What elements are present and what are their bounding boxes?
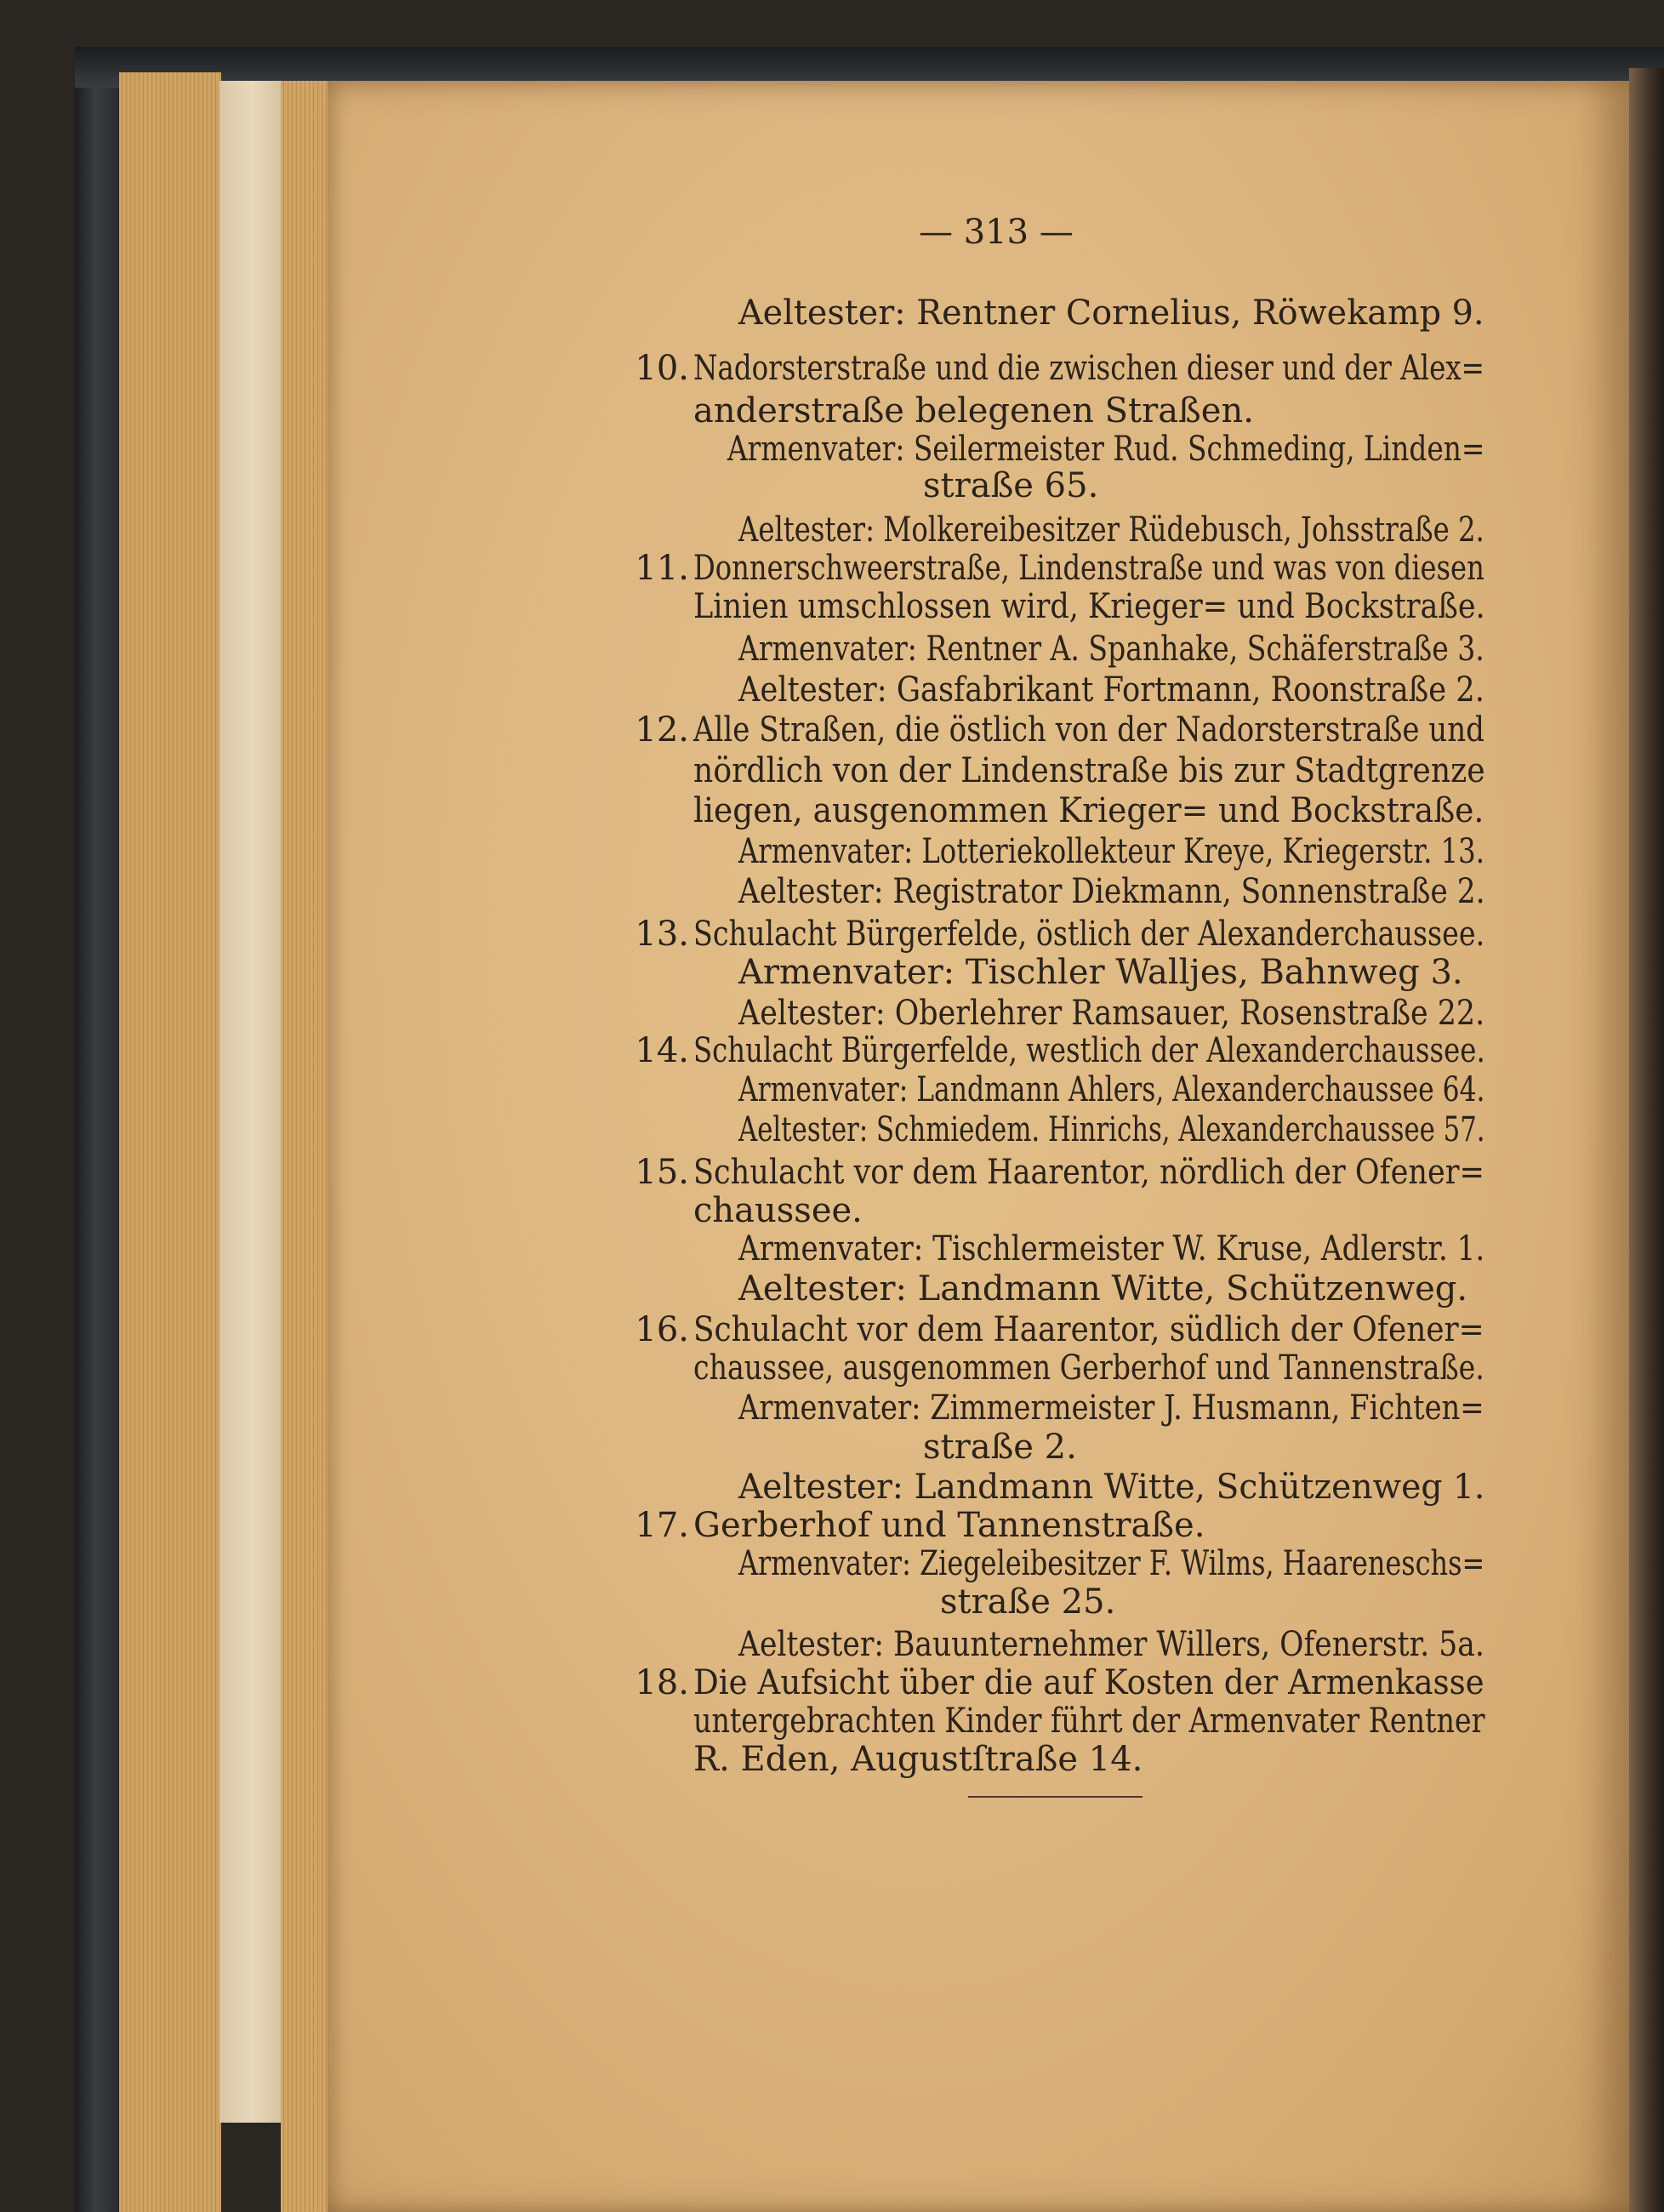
text-line: Die Aufsicht über die auf Kosten der Armenkasse [693, 1663, 1484, 1702]
entry-number: 16. [635, 1310, 689, 1349]
text-line: Armenvater: Lotteriekollekteur Kreye, Kriegerstr. 13. [738, 832, 1484, 871]
text-line: nördlich von der Lindenstraße bis zur Stadtgrenze [693, 751, 1485, 790]
text-line: Schulacht vor dem Haarentor, nördlich der Ofener= [693, 1153, 1484, 1192]
text-line: Aeltester: Bauunternehmer Willers, Ofenerstr. 5a. [738, 1625, 1484, 1664]
entry-number: 18. [635, 1663, 689, 1702]
text-line: Schulacht Bürgerfelde, westlich der Alexanderchaussee. [693, 1031, 1485, 1070]
book-cover [75, 47, 126, 2212]
paper-insert [219, 81, 286, 2123]
text-line: Aeltester: Schmiedem. Hinrichs, Alexanderchaussee 57. [738, 1110, 1485, 1149]
text-line: R. Eden, Augustſtraße 14. [693, 1740, 1143, 1779]
text-line: Aeltester: Landmann Witte, Schützenweg 1. [738, 1468, 1485, 1507]
text-line: Alle Straßen, die östlich von der Nadorsterstraße und [693, 710, 1484, 750]
page-stack-left [119, 72, 221, 2212]
text-line: Armenvater: Tischlermeister W. Kruse, Adlerstr. 1. [738, 1229, 1485, 1268]
text-line: Armenvater: Ziegeleibesitzer F. Wilms, Haareneschs= [738, 1544, 1485, 1583]
text-line: Armenvater: Rentner A. Spanhake, Schäferstraße 3. [738, 630, 1484, 669]
text-line: Schulacht Bürgerfelde, östlich der Alexanderchaussee. [693, 915, 1485, 954]
section-divider [968, 1796, 1143, 1798]
entry-number: 14. [635, 1031, 689, 1070]
entry-number: 17. [635, 1506, 689, 1545]
text-line: Armenvater: Seilermeister Rud. Schmeding, Linden= [727, 430, 1485, 469]
text-line: Linien umschlossen wird, Krieger= und Bockstraße. [693, 587, 1485, 626]
entry-number: 15. [635, 1153, 689, 1192]
text-line: straße 2. [923, 1428, 1077, 1467]
text-line: straße 25. [940, 1582, 1116, 1622]
text-line: untergebrachten Kinder führt der Armenvater Rentner [693, 1702, 1485, 1741]
entry-number: 13. [635, 915, 689, 954]
text-line: chaussee, ausgenommen Gerberhof und Tannenstraße. [693, 1348, 1484, 1388]
entry-number: 11. [635, 549, 689, 588]
text-line: Armenvater: Landmann Ahlers, Alexanderchaussee 64. [738, 1070, 1485, 1109]
text-line: anderstraße belegenen Straßen. [693, 391, 1254, 430]
text-line: straße 65. [923, 466, 1099, 505]
page-number: — 313 — [919, 213, 1074, 252]
entry-number: 12. [635, 710, 689, 750]
text-line: Nadorsterstraße und die zwischen dieser und der Alex= [693, 349, 1484, 388]
book-right-edge [1629, 68, 1664, 2212]
text-line: Gerberhof und Tannenstraße. [693, 1506, 1205, 1545]
text-line: Aeltester: Molkereibesitzer Rüdebusch, Johsstraße 2. [738, 510, 1484, 550]
text-line: Aeltester: Landmann Witte, Schützenweg. [738, 1269, 1468, 1308]
text-line: Aeltester: Rentner Cornelius, Röwekamp 9. [738, 294, 1484, 333]
page-stack-right [281, 81, 332, 2212]
text-line: Armenvater: Tischler Walljes, Bahnweg 3. [738, 953, 1463, 992]
entry-number: 10. [635, 349, 689, 388]
text-line: chaussee. [693, 1191, 863, 1230]
text-line: Schulacht vor dem Haarentor, südlich der Ofener= [693, 1310, 1484, 1349]
text-line: liegen, ausgenommen Krieger= und Bockstraße. [693, 791, 1484, 830]
text-line: Aeltester: Registrator Diekmann, Sonnenstraße 2. [738, 872, 1485, 911]
text-line: Aeltester: Gasfabrikant Fortmann, Roonstraße 2. [738, 670, 1484, 710]
text-line: Armenvater: Zimmermeister J. Husmann, Fichten= [738, 1388, 1484, 1428]
text-line: Aeltester: Oberlehrer Ramsauer, Rosenstraße 22. [738, 994, 1485, 1033]
text-line: Donnerschweerstraße, Lindenstraße und was von diesen [693, 549, 1484, 588]
